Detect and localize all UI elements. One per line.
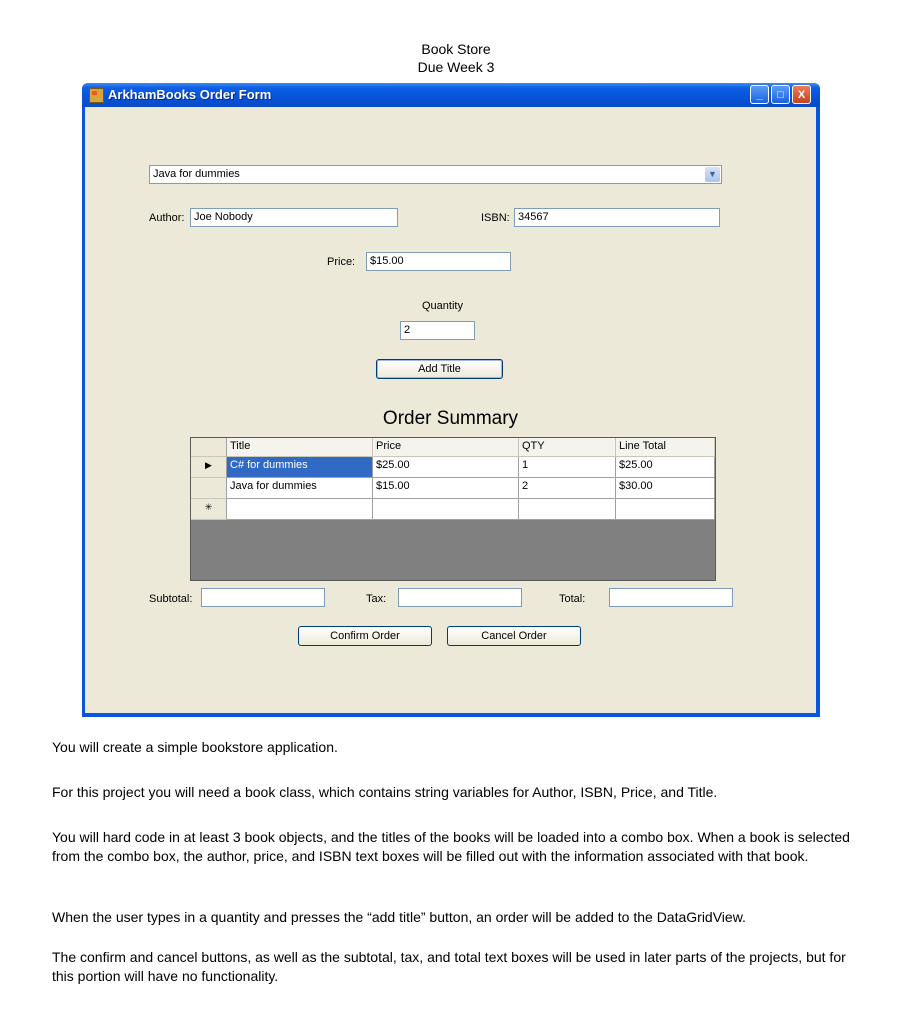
new-row-cell[interactable] [373,499,519,520]
author-label: Author: [149,212,185,224]
chevron-down-icon[interactable]: ▼ [705,167,720,182]
price-input[interactable]: $15.00 [366,252,511,271]
window-titlebar[interactable] [82,83,820,107]
minimize-button[interactable]: _ [750,85,769,104]
instructions-paragraph: You will create a simple bookstore application. [52,739,338,755]
new-row-cell[interactable] [519,499,616,520]
table-cell[interactable]: 1 [519,457,616,478]
table-cell[interactable]: $15.00 [373,478,519,499]
subtotal-label: Subtotal: [149,593,193,605]
table-cell[interactable]: 2 [519,478,616,499]
add-title-button[interactable]: Add Title [376,359,503,379]
row-header[interactable] [191,478,227,499]
tax-label: Tax: [366,593,387,605]
book-combo[interactable] [149,165,722,184]
subtotal-input[interactable] [201,588,325,607]
quantity-label: Quantity [422,300,463,312]
window-title: ArkhamBooks Order Form [108,87,272,102]
instructions-paragraph: The confirm and cancel buttons, as well as the subtotal, tax, and total text boxes will be used in later parts of the projects, but for this portion will have no functionality. [52,949,846,984]
app-icon [89,88,104,103]
order-summary-title: Order Summary [382,408,519,429]
new-row-cell[interactable] [616,499,715,520]
column-header-line-total[interactable]: Line Total [616,438,715,457]
order-grid[interactable] [190,437,716,581]
instructions-paragraph: For this project you will need a book class, which contains string variables for Author, ISBN, Price, and Title. [52,784,718,800]
table-cell[interactable]: $30.00 [616,478,715,499]
grid-corner-header [191,438,227,457]
column-header-title[interactable]: Title [227,438,373,457]
quantity-input[interactable]: 2 [400,321,475,340]
isbn-label: ISBN: [481,212,510,224]
total-input[interactable] [609,588,733,607]
instructions-paragraph: You will hard code in at least 3 book objects, and the titles of the books will be loaded into a combo box. When a book is selected from the combo box, the author, price, and ISBN text boxes will be filled out with the information associated with that book. [52,829,850,864]
confirm-order-button[interactable]: Confirm Order [298,626,432,646]
current-row-icon[interactable]: ▶ [191,457,227,478]
book-combo-value: Java for dummies [153,168,240,180]
column-header-qty[interactable]: QTY [519,438,616,457]
table-cell[interactable]: $25.00 [616,457,715,478]
new-row-icon[interactable]: ✳ [191,499,227,520]
order-form-window [82,83,820,717]
form-client-area [85,107,816,713]
total-label: Total: [559,593,586,605]
price-label: Price: [327,256,356,268]
cancel-order-button[interactable]: Cancel Order [447,626,581,646]
table-cell[interactable]: Java for dummies [227,478,373,499]
doc-title: Book Store [421,41,491,57]
new-row-cell[interactable] [227,499,373,520]
isbn-input[interactable]: 34567 [514,208,720,227]
tax-input[interactable] [398,588,522,607]
close-button[interactable]: X [792,85,811,104]
table-cell[interactable]: C# for dummies [227,457,373,478]
maximize-button[interactable]: □ [771,85,790,104]
author-input[interactable]: Joe Nobody [190,208,398,227]
doc-subtitle: Due Week 3 [417,59,495,75]
instructions-paragraph: When the user types in a quantity and presses the “add title” button, an order will be added to the DataGridView. [52,909,746,925]
column-header-price[interactable]: Price [373,438,519,457]
table-cell[interactable]: $25.00 [373,457,519,478]
